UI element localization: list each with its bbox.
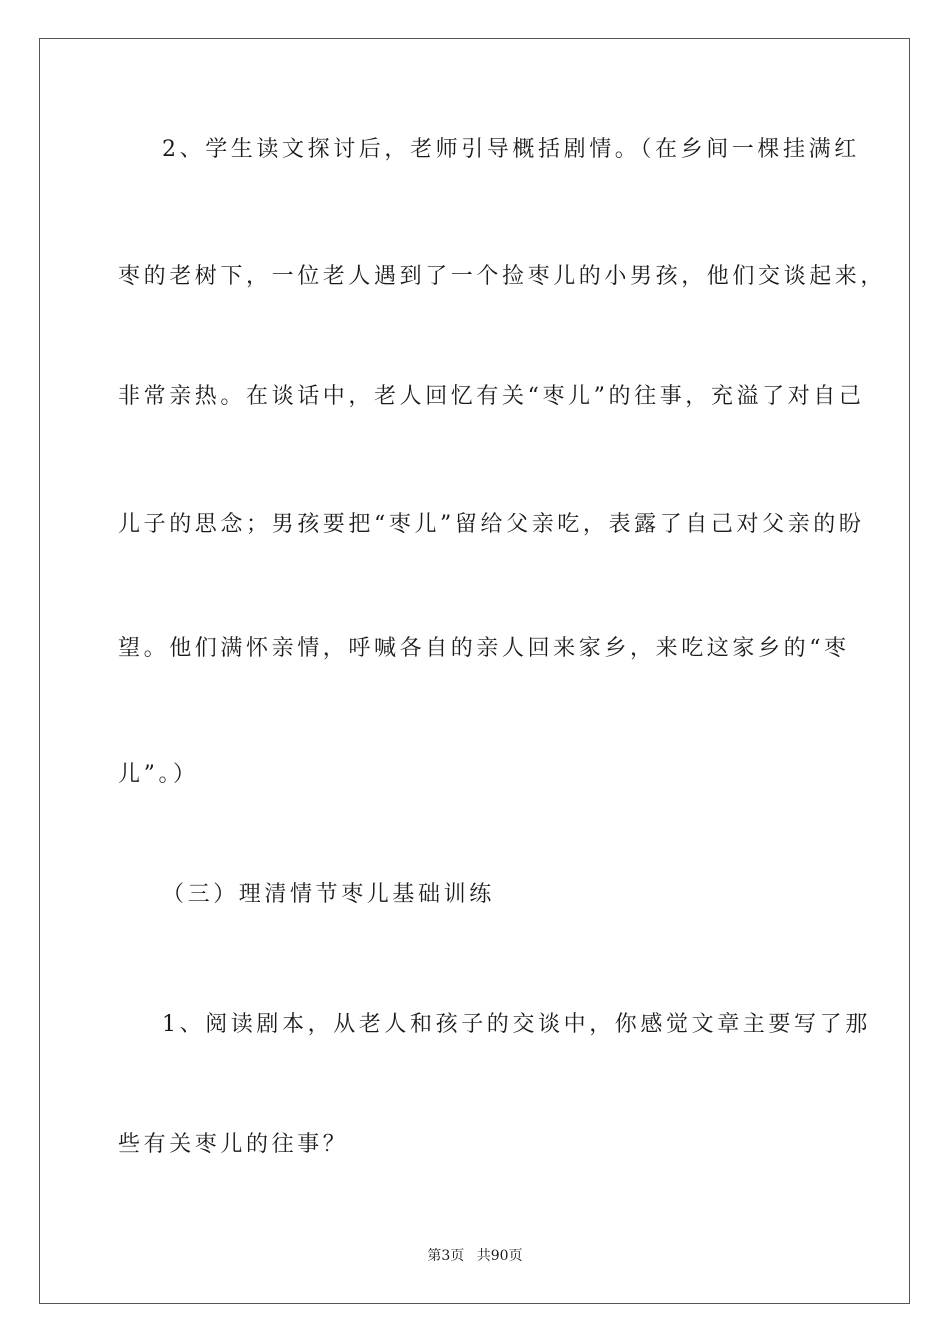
page-border <box>39 38 910 1304</box>
paragraph-line: 枣的老树下，一位老人遇到了一个捡枣儿的小男孩，他们交谈起来， <box>118 264 887 289</box>
section-heading: （三）理清情节枣儿基础训练 <box>162 882 495 907</box>
paragraph-line: 儿”。） <box>118 762 199 787</box>
page-number: 第3页 <box>427 1248 465 1264</box>
question-line: 些有关枣儿的往事？ <box>118 1132 349 1157</box>
paragraph-line: 儿子的思念；男孩要把“枣儿”留给父亲吃，表露了自己对父亲的盼 <box>118 512 865 537</box>
question-line: 1、阅读剧本，从老人和孩子的交谈中，你感觉文章主要写了那 <box>162 1012 871 1037</box>
paragraph-line: 非常亲热。在谈话中，老人回忆有关“枣儿”的往事，充溢了对自己 <box>118 384 865 409</box>
paragraph-line: 2、学生读文探讨后，老师引导概括剧情。（在乡间一棵挂满红 <box>162 137 860 162</box>
paragraph-line: 望。他们满怀亲情，呼喊各自的亲人回来家乡，来吃这家乡的“枣 <box>118 636 850 661</box>
page-footer <box>0 1246 950 1266</box>
page-total: 共90页 <box>476 1248 523 1264</box>
